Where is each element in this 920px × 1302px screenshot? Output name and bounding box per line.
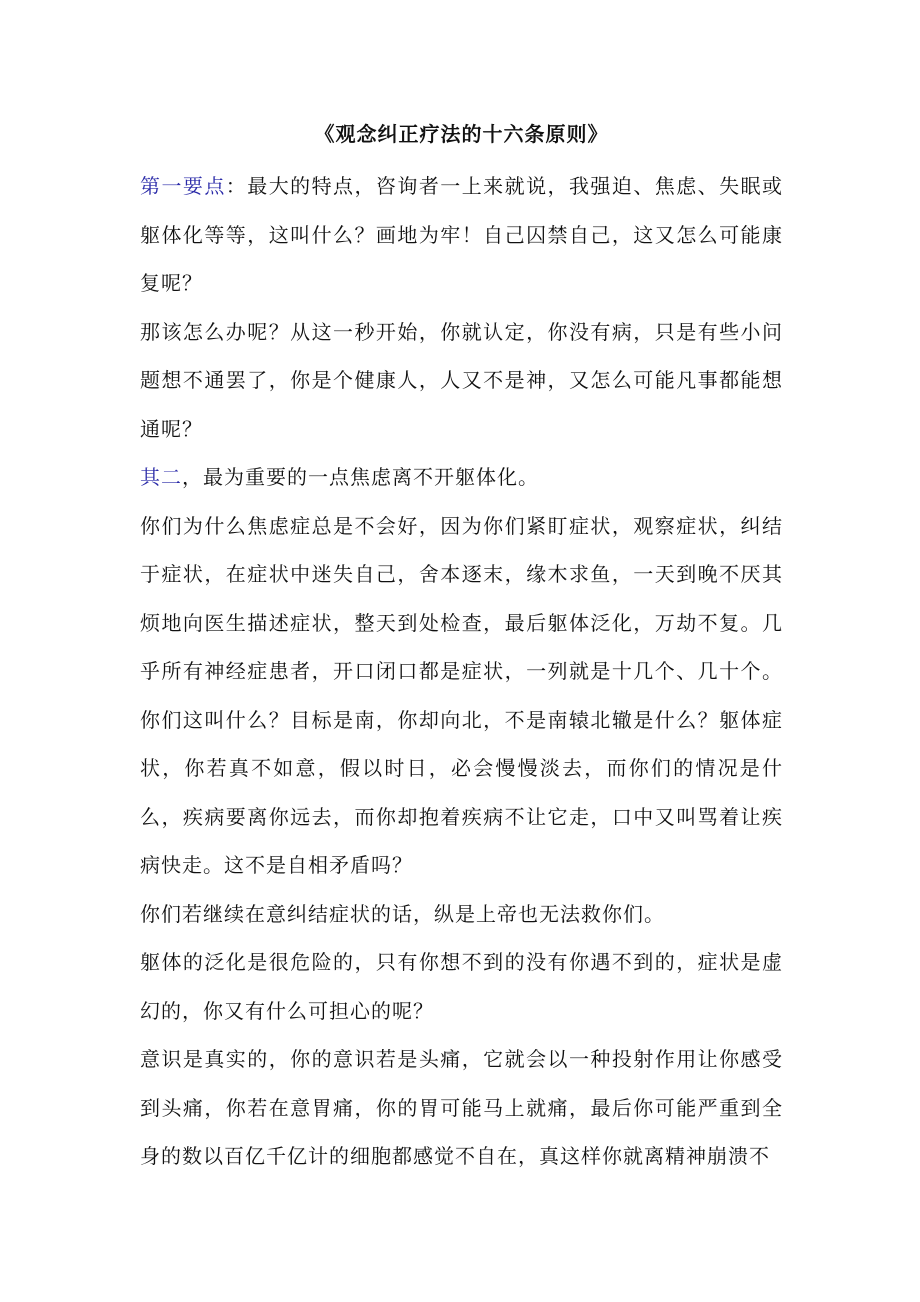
paragraph-text: ，最为重要的一点焦虑离不开躯体化。 bbox=[182, 465, 539, 489]
paragraph-text: ：最大的特点，咨询者一上来就说，我强迫、焦虑、失眠或躯体化等等，这叫什么？画地为牢！自己囚禁自己，这又怎么可能康复呢？ bbox=[140, 174, 784, 295]
paragraph-3 bbox=[140, 453, 783, 502]
paragraph-text: 你们若继续在意纠结症状的话，纵是上帝也无法救你们。 bbox=[140, 901, 665, 926]
paragraph-text: 那该怎么办呢？从这一秒开始，你就认定，你没有病，只是有些小问题想不通罢了，你是个健康人，人又不是神，又怎么可能凡事都能想通呢？ bbox=[140, 319, 783, 441]
paragraph-2 bbox=[140, 308, 783, 454]
paragraph-text: 你们为什么焦虑症总是不会好，因为你们紧盯症状，观察症状，纠结于症状，在症状中迷失自己，舍本逐末，缘木求鱼，一天到晚不厌其烦地向医生描述症状，整天到处检查，最后躯体泛化，万劫不复。几乎所有神经症患者，开口闭口都是症状，一列就是十几个、几十个。你们这叫什么？目标是南，你却向北，不是南辕北辙是什么？躯体症状，你若真不如意，假以时日，必会慢慢淡去，而你们的情况是什么，疾病要离你远去，而你却抱着疾病不让它走，口中又叫骂着让疾病快走。这不是自相矛盾吗？ bbox=[140, 513, 783, 877]
paragraph-5 bbox=[140, 890, 783, 939]
paragraph-text: 躯体的泛化是很危险的，只有你想不到的没有你遇不到的，症状是虚幻的，你又有什么可担心的呢？ bbox=[140, 950, 783, 1023]
document-body bbox=[140, 118, 783, 1181]
paragraph-1 bbox=[140, 162, 783, 308]
paragraph-6 bbox=[140, 938, 783, 1035]
paragraph-lead: 第一要点 bbox=[140, 174, 226, 198]
paragraph-7 bbox=[140, 1035, 783, 1181]
paragraph-lead: 其二 bbox=[140, 465, 182, 489]
document-title: 《观念纠正疗法的十六条原则》 bbox=[314, 122, 609, 146]
paragraph-4 bbox=[140, 502, 783, 890]
paragraph-text: 意识是真实的，你的意识若是头痛，它就会以一种投射作用让你感受到头痛，你若在意胃痛，你的胃可能马上就痛，最后你可能严重到全身的数以百亿千亿计的细胞都感觉不自在，真这样你就离精神崩溃不 bbox=[140, 1047, 783, 1168]
